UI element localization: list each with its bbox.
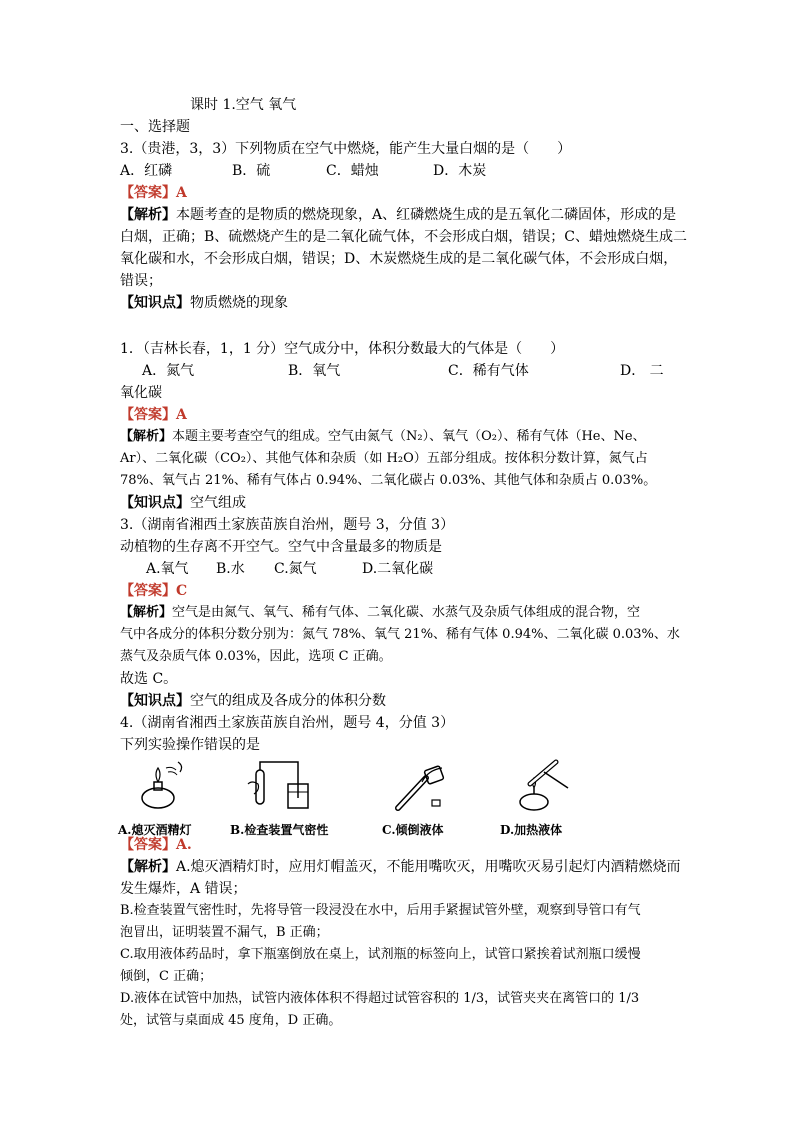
analysis-label: 【解析】 — [120, 605, 173, 620]
test-tube-icon — [240, 758, 320, 816]
analysis-line: 处，试管与桌面成 45 度角，D 正确。 — [120, 1013, 342, 1028]
option: A．氮气 — [142, 363, 195, 379]
figure-airtightness — [230, 758, 340, 838]
analysis-line: 错误； — [120, 273, 162, 289]
analysis-text: 本题考查的是物质的燃烧现象，A、红磷燃烧生成的是五氧化二磷固体，形成的是 — [176, 207, 677, 223]
analysis-line — [120, 604, 640, 622]
analysis-line — [120, 428, 646, 446]
analysis-line — [120, 858, 681, 876]
analysis-line: B.检查装置气密性时，先将导管一段浸没在水中，后用手紧握试管外壁，观察到导管口有气 — [120, 903, 641, 918]
figure-alcohol-lamp — [118, 758, 228, 838]
analysis-line: 78%、氧气占 21%、稀有气体占 0.94%、二氧化碳占 0.03%、其他气体和杂质占 0.03%。 — [120, 473, 657, 488]
option: D．木炭 — [433, 163, 487, 179]
analysis-line: 蒸气及杂质气体 0.03%，因此，选项 C 正确。 — [120, 649, 392, 664]
knowledge-point — [120, 294, 288, 312]
option-continued: 氧化碳 — [120, 385, 162, 401]
analysis-line: 倾倒，C 正确； — [120, 969, 213, 984]
analysis-line: 发生爆炸，A 错误； — [120, 881, 247, 897]
experiment-figures — [118, 758, 588, 838]
analysis-line: Ar）、二氧化碳（CO₂）、其他气体和杂质（如 H₂O）五部分组成。按体积分数计算，氮气占 — [120, 451, 648, 466]
answer-label: 【答案】C — [120, 583, 188, 599]
analysis-line: 气中各成分的体积分数分别为：氮气 78%、氧气 21%、稀有气体 0.94%、二氧化碳 0.03%、水 — [120, 627, 680, 642]
knowledge-text: 空气组成 — [190, 495, 246, 511]
figure-heating — [500, 758, 610, 838]
alcohol-lamp-icon — [128, 758, 198, 816]
figure-caption: C.倾倒液体 — [382, 823, 444, 837]
option: B．氧气 — [288, 363, 341, 379]
analysis-label: 【解析】 — [120, 429, 173, 444]
knowledge-label: 【知识点】 — [120, 295, 190, 311]
option: A．红磷 — [120, 163, 173, 179]
question-stem-2: 动植物的生存离不开空气。空气中含量最多的物质是 — [120, 539, 442, 555]
option: C．稀有气体 — [448, 363, 529, 379]
knowledge-text: 物质燃烧的现象 — [190, 295, 288, 311]
option: C.氮气 — [274, 561, 317, 577]
conclusion: 故选 C。 — [120, 671, 178, 687]
question-stem-2: 下列实验操作错误的是 — [120, 737, 260, 753]
option: A.氧气 — [146, 561, 189, 577]
analysis-label: 【解析】 — [120, 859, 176, 875]
figure-caption: A.熄灭酒精灯 — [118, 823, 192, 837]
answer-label: 【答案】A — [120, 185, 187, 201]
figure-caption: D.加热液体 — [500, 823, 563, 837]
analysis-text: 本题主要考查空气的组成。空气由氮气（N₂）、氧气（O₂）、稀有气体（He、Ne、 — [172, 429, 646, 444]
knowledge-label: 【知识点】 — [120, 495, 190, 511]
analysis-line: 氧化碳和水，不会形成白烟，错误；D、木炭燃烧生成的是二氧化碳气体，不会形成白烟， — [120, 251, 678, 267]
heating-tube-icon — [510, 758, 580, 816]
analysis-text: 空气是由氮气、氧气、稀有气体、二氧化碳、水蒸气及杂质气体组成的混合物，空 — [172, 605, 641, 620]
analysis-line: C.取用液体药品时，拿下瓶塞倒放在桌上，试剂瓶的标签向上，试管口紧挨着试剂瓶口缓慢 — [120, 947, 641, 962]
option: B.水 — [216, 561, 245, 577]
option: B．硫 — [232, 163, 271, 179]
answer-label: 【答案】A — [120, 407, 187, 423]
answer-label: 【答案】A. — [120, 837, 192, 853]
section-heading: 一、选择题 — [120, 119, 190, 135]
option: D.二氧化碳 — [362, 561, 434, 577]
option: C．蜡烛 — [326, 163, 379, 179]
option: D． 二 — [620, 363, 664, 379]
figure-pouring — [382, 758, 492, 838]
analysis-text: A.熄灭酒精灯时，应用灯帽盖灭，不能用嘴吹灭，用嘴吹灭易引起灯内酒精燃烧而 — [176, 859, 681, 875]
analysis-line: 白烟，正确；B、硫燃烧产生的是二氧化硫气体，不会形成白烟，错误；C、蜡烛燃烧生成二 — [120, 229, 687, 245]
page-title: 课时 1.空气 氧气 — [190, 97, 297, 113]
figure-caption: B.检查装置气密性 — [230, 823, 329, 837]
analysis-line: 泡冒出，证明装置不漏气，B 正确； — [120, 925, 329, 940]
analysis-line: D.液体在试管中加热，试管内液体体积不得超过试管容积的 1/3，试管夹夹在离管口的 1/3 — [120, 991, 640, 1006]
question-stem: 3.（贵港，3，3）下列物质在空气中燃烧，能产生大量白烟的是（ ） — [120, 141, 572, 157]
knowledge-point — [120, 494, 246, 512]
question-stem: 1．（吉林长春，1，1 分）空气成分中，体积分数最大的气体是（ ） — [120, 341, 565, 357]
question-stem: 4.（湖南省湘西土家族苗族自治州，题号 4，分值 3） — [120, 715, 455, 731]
knowledge-label: 【知识点】 — [120, 693, 190, 709]
analysis-line — [120, 206, 676, 224]
question-stem: 3.（湖南省湘西土家族苗族自治州，题号 3，分值 3） — [120, 517, 455, 533]
knowledge-text: 空气的组成及各成分的体积分数 — [190, 693, 386, 709]
knowledge-point — [120, 692, 386, 710]
analysis-label: 【解析】 — [120, 207, 176, 223]
reagent-bottle-icon — [392, 758, 462, 816]
